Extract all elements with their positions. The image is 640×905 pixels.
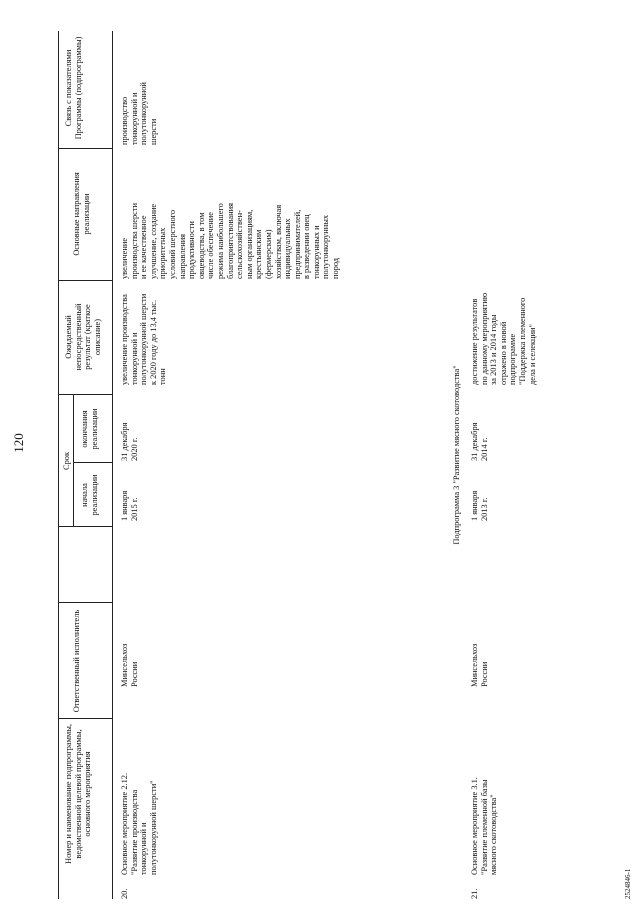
row-20-directions: увеличение производства шерсти и ее качественное улучшение, создание приоритетных условий шерстного направления продуктивности овцеводства, в том числе обеспечение режима наибольшего благоприятствования сельскохозяйствен- ным организациям, крестьянским (фермерским) хозяйствам, включая индивидуальных предпринимателей, в разведении овец тонкорунных и полутонкорунных пород [120,203,341,279]
header-term-end: окончания реализации [80,408,99,450]
row-20-end: 31 декабря 2020 г. [120,422,139,461]
col-divider-4 [73,462,112,463]
row-21-start: 1 января 2013 г. [470,490,489,521]
col-divider-6 [58,280,112,281]
col-divider-1 [58,718,112,719]
row-20-start: 1 января 2015 г. [120,490,139,521]
row-20-name: Основное мероприятие 2.12. "Развитие производства тонкорунной и полутонкорунной шерсти" [120,772,158,875]
col-divider-7 [58,148,112,149]
header-expected-result: Ожидаемый непосредственный результат (краткое описание) [64,303,102,371]
header-number-name: Номер и наименование подпрограммы, ведомственной целевой программы, основного мероприятия [64,724,93,864]
row-21-end: 31 декабря 2014 г. [470,422,489,461]
row-21-result: достижение результатов по данному мероприятию за 2013 и 2014 годы отражено в новой подпрограмме "Поддержка племенного дела и селекции" [470,292,537,385]
header-term: Срок [62,451,71,471]
term-sub-border [73,395,74,527]
row-21-number: 21. [470,888,479,899]
document-id: 2524846-1 [624,868,632,899]
table-top-border [58,31,59,899]
col-divider-2 [58,602,112,603]
row-20-responsible: Минсельхоз России [120,643,139,687]
header-bottom-border [112,31,113,899]
subprogram-title: Подпрограмма 3 "Развитие мясного скотоводства" [452,365,461,545]
row-20-link: производство тонкорунной и полутонкорунной шерсти [120,82,158,145]
row-21-responsible: Минсельхоз России [470,643,489,687]
header-link-indicators: Связь с показателями Программы (подпрограммы) [64,36,83,140]
page-number: 120 [11,433,26,453]
row-20-result: увеличение производства тонкорунной и полутонкорунной шерсти к 2020 году до 13,4 тыс. тонн [120,293,168,385]
header-main-directions: Основные направления реализации [72,172,91,256]
header-responsible: Ответственный исполнитель [72,609,81,713]
row-20-number: 20. [120,888,129,899]
header-term-start: начала реализации [80,474,99,516]
row-21-name: Основное мероприятие 3.1. "Развитие племенной базы мясного скотоводства" [470,777,499,875]
